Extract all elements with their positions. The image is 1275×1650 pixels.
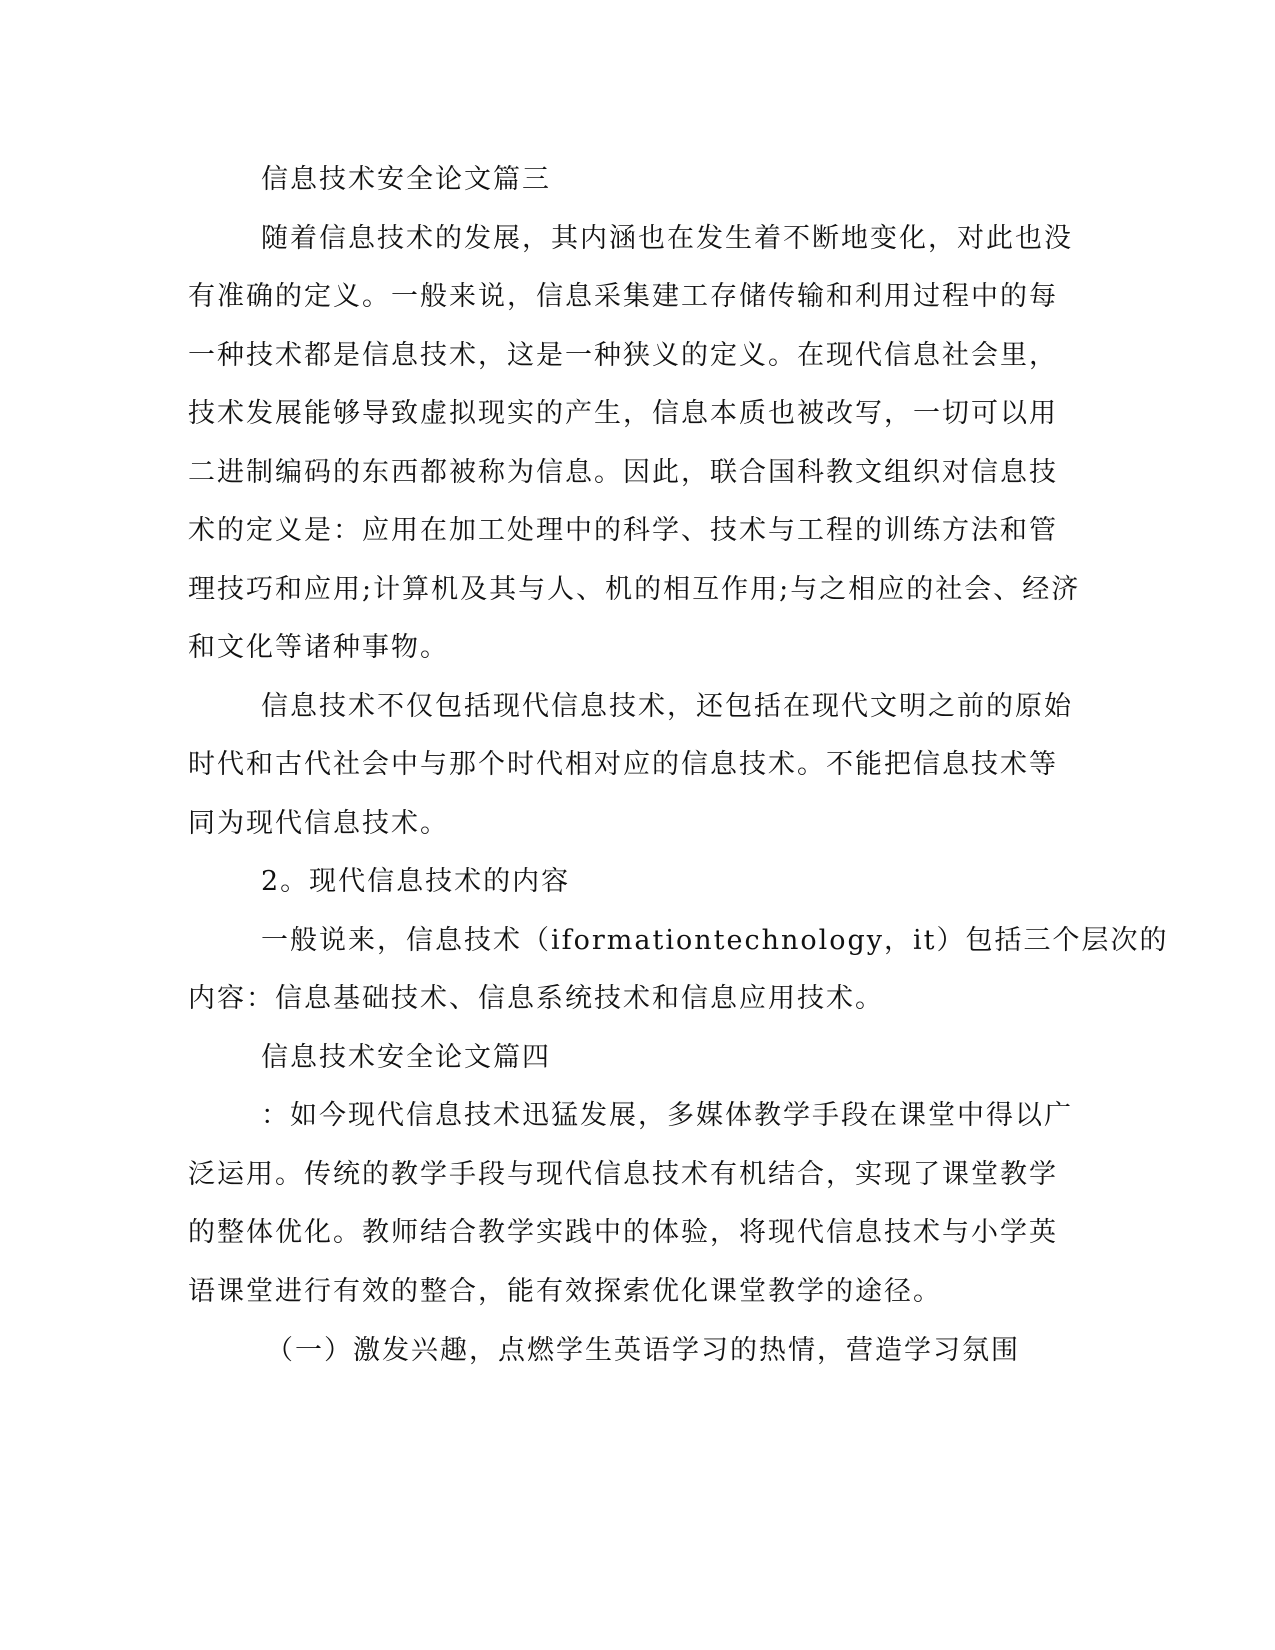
paragraph-line: 理技巧和应用;计算机及其与人、机的相互作用;与之相应的社会、经济 <box>188 574 1081 605</box>
paragraph-line: 语课堂进行有效的整合，能有效探索优化课堂教学的途径。 <box>188 1276 942 1307</box>
paragraph-line: ：如今现代信息技术迅猛发展，多媒体教学手段在课堂中得以广 <box>261 1100 1073 1131</box>
paragraph-line: 有准确的定义。一般来说，信息采集建工存储传输和利用过程中的每 <box>188 281 1058 312</box>
paragraph-line: 内容：信息基础技术、信息系统技术和信息应用技术。 <box>188 983 884 1014</box>
paragraph-line: 随着信息技术的发展，其内涵也在发生着不断地变化，对此也没 <box>261 223 1073 254</box>
section-heading: 信息技术安全论文篇四 <box>261 1042 551 1073</box>
paragraph-line: 二进制编码的东西都被称为信息。因此，联合国科教文组织对信息技 <box>188 457 1058 488</box>
paragraph-line: 一种技术都是信息技术，这是一种狭义的定义。在现代信息社会里， <box>188 340 1058 371</box>
subsection-heading: （一）激发兴趣，点燃学生英语学习的热情，营造学习氛围 <box>266 1335 1020 1366</box>
paragraph-line: 泛运用。传统的教学手段与现代信息技术有机结合，实现了课堂教学 <box>188 1159 1058 1190</box>
paragraph-line: 的整体优化。教师结合教学实践中的体验，将现代信息技术与小学英 <box>188 1217 1058 1248</box>
section-heading: 信息技术安全论文篇三 <box>261 164 551 195</box>
paragraph-line: 时代和古代社会中与那个时代相对应的信息技术。不能把信息技术等 <box>188 749 1058 780</box>
paragraph-line: 同为现代信息技术。 <box>188 808 449 839</box>
paragraph-line: 技术发展能够导致虚拟现实的产生，信息本质也被改写，一切可以用 <box>188 398 1058 429</box>
paragraph-line: 术的定义是：应用在加工处理中的科学、技术与工程的训练方法和管 <box>188 515 1058 546</box>
paragraph-line: 信息技术不仅包括现代信息技术，还包括在现代文明之前的原始 <box>261 691 1073 722</box>
paragraph-line: 一般说来，信息技术（iformationtechnology，it）包括三个层次的 <box>261 925 1169 956</box>
subsection-heading: 2。现代信息技术的内容 <box>261 866 571 897</box>
paragraph-line: 和文化等诸种事物。 <box>188 632 449 663</box>
